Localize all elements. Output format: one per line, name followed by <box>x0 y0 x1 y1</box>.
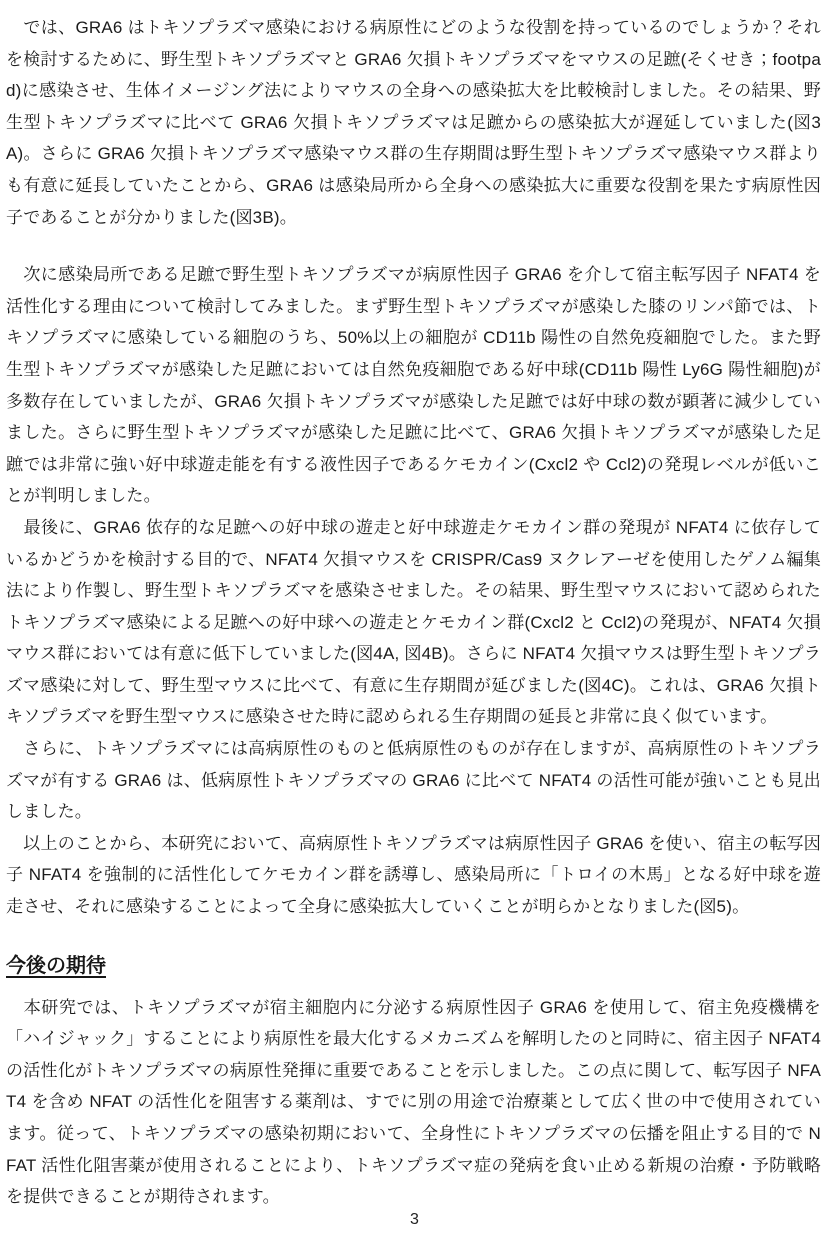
page-footer <box>0 1211 829 1229</box>
section-heading-future-expectations: 今後の期待 <box>6 954 106 977</box>
paragraph-nfat4-knockout: 最後に、GRA6 依存的な足蹠への好中球の遊走と好中球遊走ケモカイン群の発現が NFAT4 に依存しているかどうかを検討する目的で、NFAT4 欠損マウスを CRISPR/Cas9 ヌクレアーゼを使用したゲノム編集法により作製し、野生型トキソプラズマを感染させました。その結果、野生型マウスにおいて認められたトキソプラズマ感染による足蹠への好中球への遊走とケモカイン群(Cxcl2 と Ccl2)の発現が、NFAT4 欠損マウス群においては有意に低下していました(図4A, 図4B)。さらに NFAT4 欠損マウスは野生型トキソプラズマ感染に対して、野生型マウスに比べて、有意に生存期間が延びました(図4C)。これは、GRA6 欠損トキソプラズマを野生型マウスに感染させた時に認められる生存期間の延長と非常に良く似ています。 <box>6 517 821 727</box>
paragraph-high-low-virulence: さらに、トキソプラズマには高病原性のものと低病原性のものが存在しますが、高病原性のトキソプラズマが有する GRA6 は、低病原性トキソプラズマの GRA6 に比べて NFAT4 の活性可能が強いことも見出しました。 <box>6 739 821 822</box>
paragraph-nfat4-activation-reason: 次に感染局所である足蹠で野生型トキソプラズマが病原性因子 GRA6 を介して宿主転写因子 NFAT4 を活性化する理由について検討してみました。まず野生型トキソプラズマが感染した膝のリンパ節では、トキソプラズマに感染している細胞のうち、50%以上の細胞が CD11b 陽性の自然免疫細胞でした。また野生型トキソプラズマが感染した足蹠においては自然免疫細胞である好中球(CD11b 陽性 Ly6G 陽性細胞)が多数存在していましたが、GRA6 欠損トキソプラズマが感染した足蹠では好中球の数が顕著に減少していました。さらに野生型トキソプラズマが感染した足蹠に比べて、GRA6 欠損トキソプラズマが感染した足蹠では非常に強い好中球遊走能を有する液性因子であるケモカイン(Cxcl2 や Ccl2)の発現レベルが低いことが判明しました。 <box>6 265 821 506</box>
paragraph-gra6-role: では、GRA6 はトキソプラズマ感染における病原性にどのような役割を持っているのでしょうか？それを検討するために、野生型トキソプラズマと GRA6 欠損トキソプラズマをマウスの足蹠(そくせき；footpad)に感染させ、生体イメージング法によりマウスの全身への感染拡大を比較検討しました。その結果、野生型トキソプラズマに比べて GRA6 欠損トキソプラズマは足蹠からの感染拡大が遅延していました(図3A)。さらに GRA6 欠損トキソプラズマ感染マウス群の生存期間は野生型トキソプラズマ感染マウス群よりも有意に延長していたことから、GRA6 は感染局所から全身への感染拡大に重要な役割を果たす病原性因子であることが分かりました(図3B)。 <box>6 18 821 227</box>
paragraph-conclusion: 以上のことから、本研究において、高病原性トキソプラズマは病原性因子 GRA6 を使い、宿主の転写因子 NFAT4 を強制的に活性化してケモカイン群を誘導し、感染局所に「トロイの木馬」となる好中球を遊走させ、それに感染することによって全身に感染拡大していくことが明らかとなりました(図5)。 <box>6 833 821 917</box>
page-number: 3 <box>410 1211 419 1228</box>
paragraph-future-expectations: 本研究では、トキソプラズマが宿主細胞内に分泌する病原性因子 GRA6 を使用して、宿主免疫機構を「ハイジャック」することにより病原性を最大化するメカニズムを解明したのと同時に、宿主因子 NFAT4 の活性化がトキソプラズマの病原性発揮に重要であることを示しました。この点に関して、転写因子 NFAT4 を含め NFAT の活性化を阻害する薬剤は、すでに別の用途で治療薬として広く世の中で使用されています。従って、トキソプラズマの感染初期において、全身性にトキソプラズマの伝播を阻止する目的で NFAT 活性化阻害薬が使用されることにより、トキソプラズマ症の発病を食い止める新規の治療・予防戦略を提供できることが期待されます。 <box>6 997 821 1207</box>
